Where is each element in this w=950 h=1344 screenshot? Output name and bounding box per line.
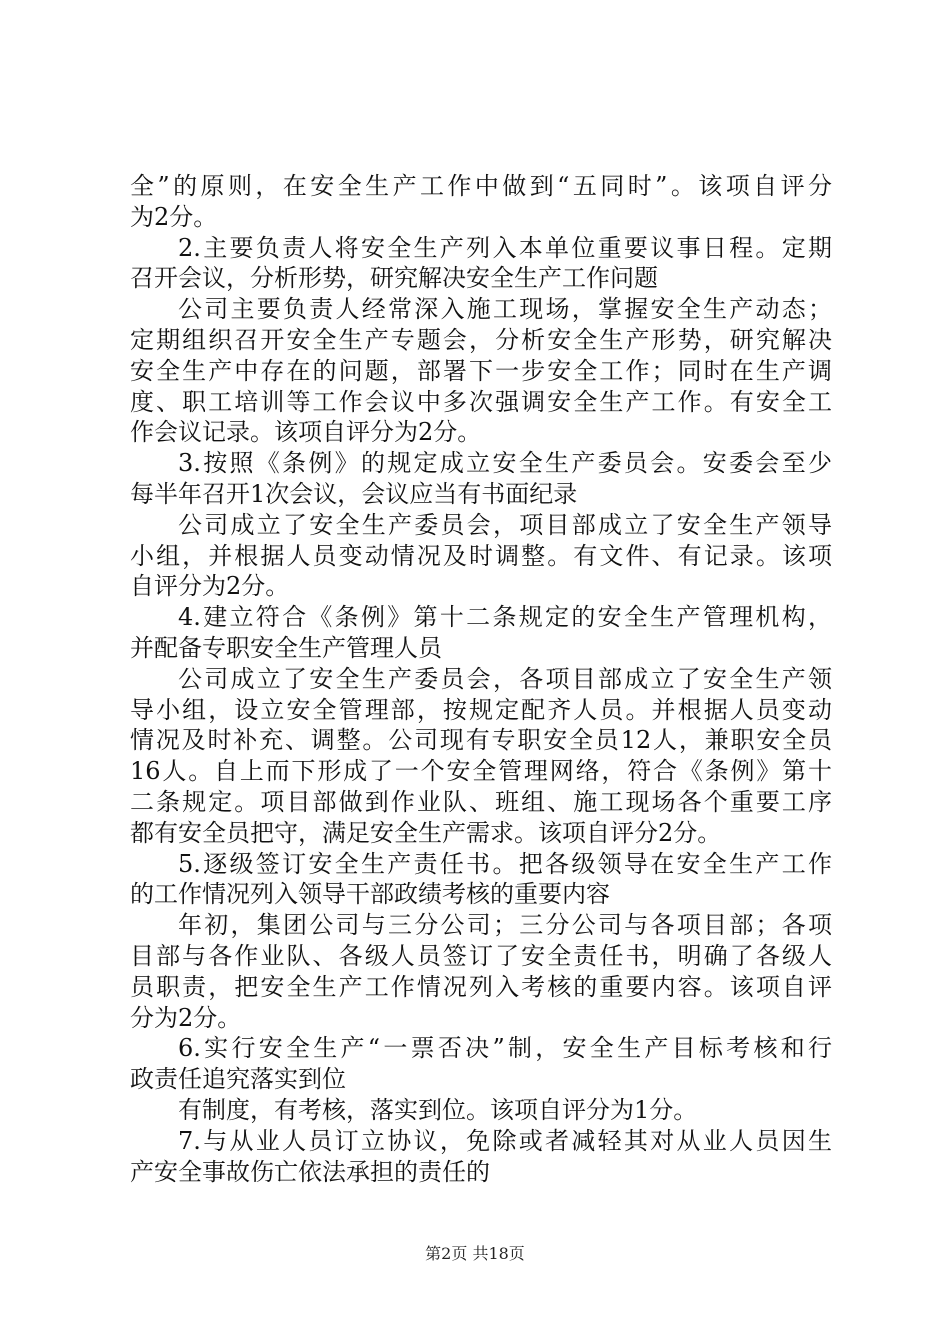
text-line: 情况及时补充、调整。公司现有专职安全员12人，兼职安全员: [130, 726, 832, 755]
text-line: 产安全事故伤亡依法承担的责任的: [130, 1157, 490, 1186]
text-line: 分为2分。: [130, 1003, 242, 1032]
text-line: 目部与各作业队、各级人员签订了安全责任书，明确了各级人: [130, 941, 832, 970]
text-line: 导小组，设立安全管理部，按规定配齐人员。并根据人员变动: [130, 695, 832, 724]
text-line: 安全生产中存在的问题，部署下一步安全工作；同时在生产调: [130, 356, 832, 385]
text-line: 每半年召开1次会议，会议应当有书面纪录: [130, 479, 578, 508]
text-line: 公司成立了安全生产委员会，各项目部成立了安全生产领: [178, 664, 832, 693]
text-line: 为2分。: [130, 202, 218, 231]
text-line: 4.建立符合《条例》第十二条规定的安全生产管理机构，: [178, 603, 832, 632]
text-line: 召开会议，分析形势，研究解决安全生产工作问题: [130, 264, 658, 293]
document-body: [130, 171, 832, 1187]
text-line: 作会议记录。该项自评分为2分。: [130, 418, 482, 447]
text-line: 二条规定。项目部做到作业队、班组、施工现场各个重要工序: [130, 787, 832, 816]
text-line: 小组，并根据人员变动情况及时调整。有文件、有记录。该项: [130, 541, 832, 570]
text-line: 定期组织召开安全生产专题会，分析安全生产形势，研究解决: [130, 325, 832, 354]
text-line: 3.按照《条例》的规定成立安全生产委员会。安委会至少: [178, 449, 832, 478]
text-line: 并配备专职安全生产管理人员: [130, 633, 442, 662]
text-line: 政责任追究落实到位: [130, 1065, 346, 1094]
text-line: 2.主要负责人将安全生产列入本单位重要议事日程。定期: [178, 233, 832, 262]
text-line: 员职责，把安全生产工作情况列入考核的重要内容。该项自评: [130, 972, 832, 1001]
text-line: 度、职工培训等工作会议中多次强调安全生产工作。有安全工: [130, 387, 832, 416]
text-line: 7.与从业人员订立协议，免除或者减轻其对从业人员因生: [178, 1126, 832, 1155]
page-footer: 第2页 共18页: [425, 1244, 525, 1263]
text-line: 年初，集团公司与三分公司；三分公司与各项目部；各项: [178, 911, 832, 940]
text-line: 公司成立了安全生产委员会，项目部成立了安全生产领导: [178, 510, 832, 539]
text-line: 的工作情况列入领导干部政绩考核的重要内容: [130, 880, 610, 909]
text-line: 有制度，有考核，落实到位。该项自评分为1分。: [178, 1095, 698, 1124]
text-line: 都有安全员把守，满足安全生产需求。该项自评分2分。: [130, 818, 722, 847]
text-line: 6.实行安全生产“一票否决”制，安全生产目标考核和行: [178, 1034, 832, 1063]
text-line: 公司主要负责人经常深入施工现场，掌握安全生产动态；: [178, 295, 832, 324]
text-line: 全”的原则，在安全生产工作中做到“五同时”。该项自评分: [130, 172, 832, 200]
text-line: 16人。自上而下形成了一个安全管理网络，符合《条例》第十: [130, 757, 832, 786]
text-line: 5.逐级签订安全生产责任书。把各级领导在安全生产工作: [178, 849, 832, 878]
text-line: 自评分为2分。: [130, 572, 290, 601]
